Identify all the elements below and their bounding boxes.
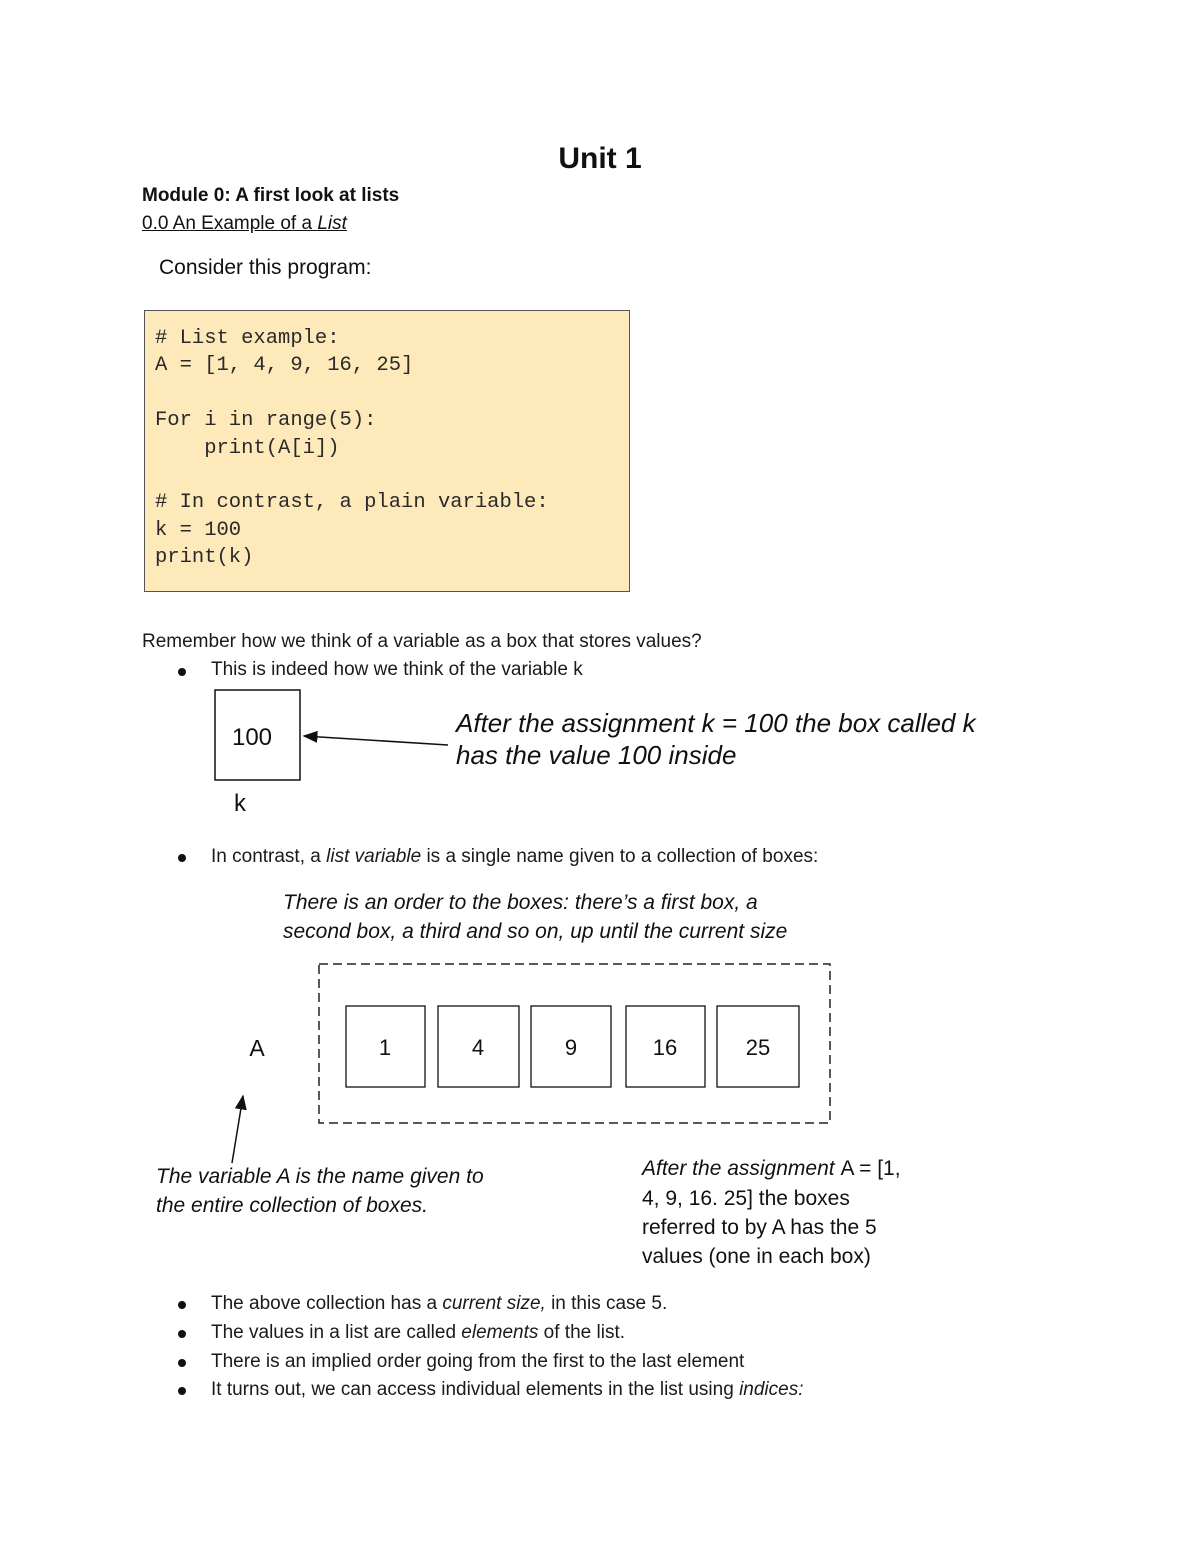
code-text [155, 325, 549, 572]
assign-caption-rest: A = [1, [840, 1157, 901, 1180]
list-element-box-2 [531, 1006, 611, 1087]
code-line: print(k) [155, 546, 254, 570]
assign-caption-line: referred to by A has the 5 [642, 1216, 877, 1239]
code-line: # In contrast, a plain variable: [155, 491, 549, 515]
bullet-text: This is indeed how we think of the variable k [211, 659, 583, 680]
name-caption-line: the entire collection of boxes. [156, 1194, 428, 1217]
box-name-text: k [234, 790, 246, 817]
paragraph-text: Remember how we think of a variable as a box that stores values? [142, 631, 702, 652]
list-element-value: 4 [471, 1035, 485, 1060]
bullet-text-part: of the list. [538, 1322, 626, 1343]
bullet-text [211, 1378, 803, 1402]
list-element-value: 25 [745, 1035, 771, 1060]
assign-caption-line: 4, 9, 16. 25] the boxes [642, 1187, 850, 1210]
assign-caption-line [640, 1157, 901, 1180]
bullet-text [211, 1321, 625, 1345]
bullet-text-part: is a single name given to a collection of boxes: [421, 846, 819, 867]
assign-caption-italic: After the assignment [642, 1157, 841, 1180]
bullet-text-part: It turns out, we can access individual elements in the list using [211, 1379, 740, 1400]
var-caption-line: After the assignment k = 100 the box called k [456, 708, 976, 738]
bullet-marker [178, 1387, 186, 1395]
code-line: For i in range(5): [155, 409, 377, 433]
list-element-box-4 [717, 1006, 799, 1087]
bullet-marker [178, 1301, 186, 1309]
code-line: A = [1, 4, 9, 16, 25] [155, 354, 414, 378]
bullet-text-part: There is an implied order going from the first to the last element [211, 1351, 745, 1372]
name-pointer-arrow [232, 1096, 243, 1163]
list-element-box-1 [438, 1006, 519, 1087]
box-value-text: 100 [231, 724, 273, 751]
bullet-text-part: The above collection has a [211, 1293, 443, 1314]
order-caption-line: second box, a third and so on, up until the current size [283, 920, 788, 943]
page-title: Unit 1 [558, 142, 642, 175]
bullet-marker [178, 668, 186, 676]
intro-text: Consider this program: [159, 256, 372, 279]
bullet-text [211, 1350, 744, 1374]
section-heading-prefix: 0.0 An Example of a [142, 213, 318, 234]
module-heading: Module 0: A first look at lists [142, 185, 400, 206]
bullet-marker [178, 1359, 186, 1367]
list-name-text: A [249, 1035, 265, 1061]
code-line: print(A[i]) [155, 436, 340, 460]
bullet-text [211, 1292, 667, 1316]
pointer-arrow [304, 736, 448, 745]
code-line: # List example: [155, 327, 340, 350]
bullet-text-part: in this case 5. [545, 1293, 668, 1314]
variable-box-diagram [205, 680, 1025, 825]
code-line: k = 100 [155, 518, 242, 542]
bullet-text-part: The values in a list are called [211, 1322, 462, 1343]
list-boxes-diagram [140, 880, 970, 1275]
bullet-emphasis: indices: [739, 1379, 804, 1400]
bullet-emphasis: elements [461, 1322, 539, 1343]
list-element-box-3 [626, 1006, 705, 1087]
list-element-box-0 [346, 1006, 425, 1087]
bullet-text-part: In contrast, a [211, 846, 327, 867]
list-element-value: 16 [652, 1035, 678, 1060]
bullet-emphasis: list variable [326, 846, 422, 867]
name-caption-line: The variable A is the name given to [156, 1165, 484, 1188]
bullet-emphasis: current size, [442, 1293, 546, 1314]
code-block [144, 310, 630, 592]
section-heading-emphasis: List [317, 213, 347, 234]
var-caption-line: has the value 100 inside [456, 740, 737, 770]
list-element-value: 1 [378, 1035, 392, 1060]
order-caption-line: There is an order to the boxes: there’s a first box, a [283, 891, 758, 914]
bullet-text [211, 845, 818, 869]
section-heading [142, 212, 347, 236]
assign-caption-line: values (one in each box) [642, 1245, 871, 1268]
bullet-marker [178, 854, 186, 862]
bullet-marker [178, 1330, 186, 1338]
list-element-value: 9 [564, 1035, 578, 1060]
